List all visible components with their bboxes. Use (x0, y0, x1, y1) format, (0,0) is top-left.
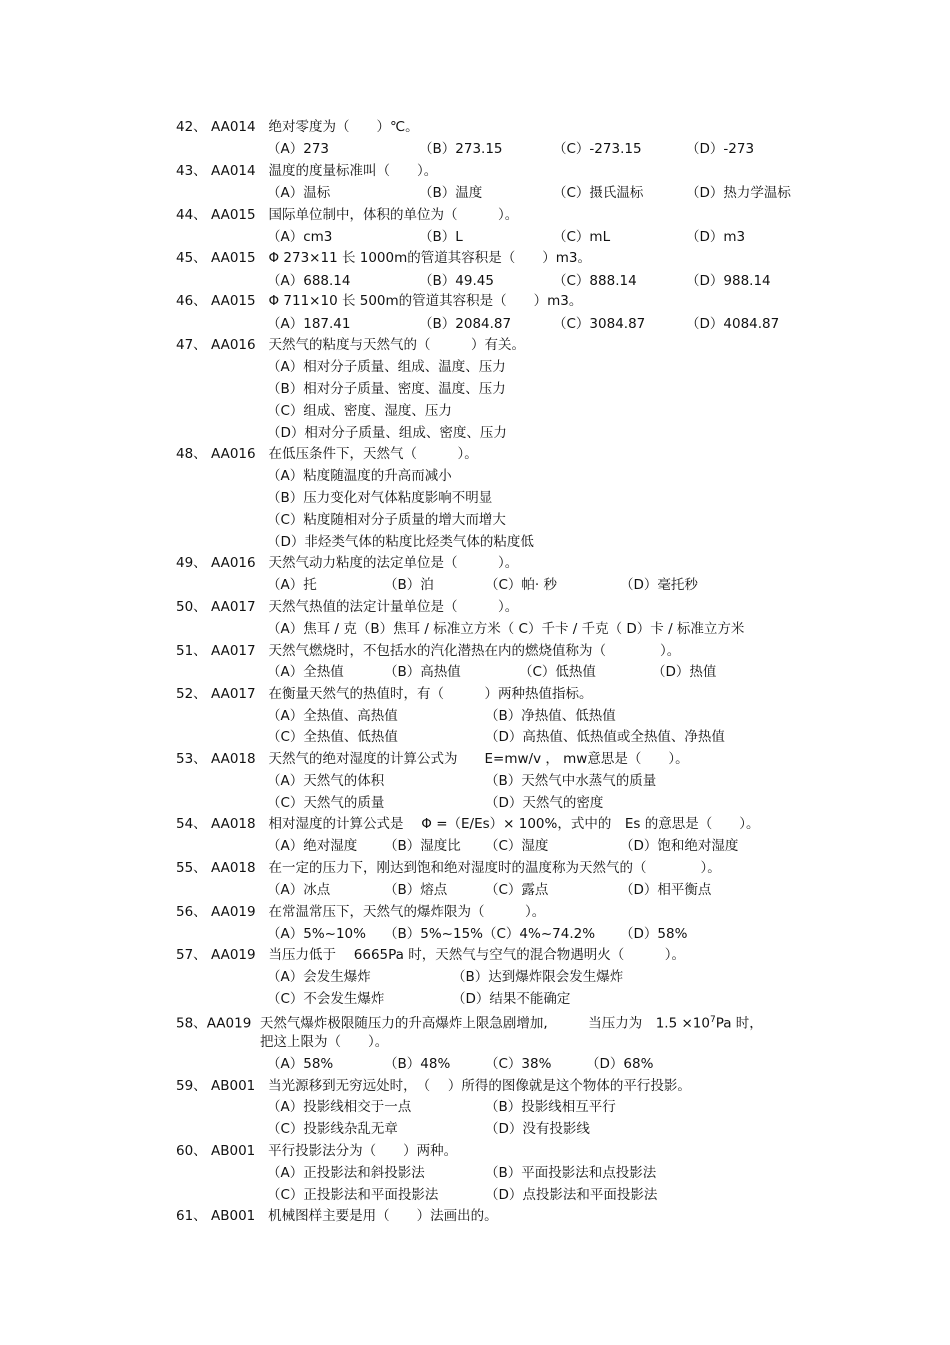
option-line: （A）焦耳 / 克（B）焦耳 / 标准立方米（ C）千卡 / 千克（ D）卡 / 标准立方米 (267, 621, 745, 637)
question-44 (176, 206, 518, 224)
option-b: （B）平面投影法和点投影法 (485, 1165, 657, 1181)
question-code: AA015 (210, 250, 256, 266)
option-c: （C）888.14 (553, 273, 637, 289)
question-code: AB001 (210, 1208, 256, 1224)
option-b-c: （B）5%~15%（C）4%~74.2% (384, 926, 596, 942)
option-d: （D）天然气的密度 (485, 795, 604, 811)
option-d: （D）毫托秒 (620, 577, 698, 593)
question-stem: Φ 273×11 长 1000m的管道其容积是（ ）m3。 (268, 250, 591, 266)
option-c: （C）全热值、低热值 (267, 729, 398, 745)
option-a: （A）688.14 (267, 273, 351, 289)
question-stem: 温度的度量标准叫（ ）。 (268, 163, 438, 179)
question-code: AA018 (210, 751, 256, 767)
question-code: AA016 (210, 337, 256, 353)
question-61 (176, 1207, 498, 1225)
option-d: （D）高热值、低热值或全热值、净热值 (485, 729, 725, 745)
question-stem: 天然气热值的法定计量单位是（ ）。 (268, 599, 519, 615)
option-d: （D）饱和绝对湿度 (620, 838, 739, 854)
question-stem: 绝对零度为（ ）℃。 (268, 119, 419, 135)
question-number: 44、 (176, 207, 207, 223)
option-d: （D）热值 (652, 664, 717, 680)
option-c: （C）摄氏温标 (553, 185, 644, 201)
question-number: 60、 (176, 1143, 207, 1159)
question-number: 46、 (176, 293, 207, 309)
question-52 (176, 685, 592, 703)
question-number: 52、 (176, 686, 207, 702)
option-c: （C）低热值 (519, 664, 596, 680)
option-b: （B）温度 (419, 185, 483, 201)
question-46 (176, 292, 582, 310)
option-a: （A）天然气的体积 (267, 773, 385, 789)
question-stem: 在一定的压力下，刚达到饱和绝对湿度时的温度称为天然气的（ ）。 (268, 860, 721, 876)
question-59 (176, 1077, 691, 1095)
option-a: （A）粘度随温度的升高而减小 (267, 468, 452, 484)
option-a: （A）cm3 (267, 229, 333, 245)
question-stem: 天然气动力粘度的法定单位是（ ）。 (268, 555, 519, 571)
option-d: （D）68% (586, 1056, 654, 1072)
option-d: （D）非烃类气体的粘度比烃类气体的粘度低 (267, 534, 534, 550)
question-number: 45、 (176, 250, 207, 266)
question-stem: 当光源移到无穷远处时， （ ）所得的图像就是这个物体的平行投影。 (268, 1078, 691, 1094)
option-d: （D）58% (620, 926, 688, 942)
option-c: （C）帕· 秒 (485, 577, 558, 593)
question-code: AB001 (210, 1143, 256, 1159)
option-d: （D）点投影法和平面投影法 (485, 1187, 658, 1203)
question-stem: Φ 711×10 长 500m的管道其容积是（ ）m3。 (268, 293, 583, 309)
exponent: 7 (709, 1015, 716, 1025)
question-number: 51、 (176, 643, 207, 659)
question-code: AA017 (210, 599, 256, 615)
question-48 (176, 445, 478, 463)
question-stem: 在衡量天然气的热值时，有（ ）两种热值指标。 (268, 686, 593, 702)
option-a: （A）187.41 (267, 316, 351, 332)
question-number: 50、 (176, 599, 207, 615)
option-c: （C）3084.87 (553, 316, 646, 332)
option-d: （D）-273 (686, 141, 755, 157)
question-stem: 在低压条件下，天然气（ ）。 (268, 446, 478, 462)
question-code: AA017 (210, 643, 256, 659)
option-b: （B）湿度比 (384, 838, 461, 854)
question-number: 42、 (176, 119, 207, 135)
question-45 (176, 249, 591, 267)
question-code: AA016 (210, 446, 256, 462)
option-c: （C）天然气的质量 (267, 795, 385, 811)
option-b: （B）相对分子质量、密度、温度、压力 (267, 381, 506, 397)
option-d: （D）m3 (686, 229, 746, 245)
question-49 (176, 554, 518, 572)
question-number: 59、 (176, 1078, 207, 1094)
question-stem: 在常温常压下，天然气的爆炸限为（ ）。 (268, 904, 546, 920)
question-number: 54、 (176, 816, 207, 832)
question-stem: 天然气爆炸极限随压力的升高爆炸上限急剧增加, 当压力为 1.5 ×10 (259, 1015, 710, 1032)
option-b: （B）压力变化对气体粘度影响不明显 (267, 490, 493, 506)
option-d: （D）988.14 (686, 273, 771, 289)
question-stem: 平行投影法分为（ ）两种。 (268, 1143, 458, 1159)
option-d: （D）没有投影线 (485, 1121, 590, 1137)
option-b: （B）天然气中水蒸气的质量 (485, 773, 657, 789)
question-51 (176, 642, 680, 660)
option-b: （B）泊 (384, 577, 434, 593)
option-a: （A）冰点 (267, 882, 331, 898)
option-c: （C）组成、密度、湿度、压力 (267, 403, 452, 419)
question-code: AA016 (210, 555, 256, 571)
question-number: 61、 (176, 1208, 207, 1224)
question-number: 55、 (176, 860, 207, 876)
option-a: （A）58% (267, 1056, 334, 1072)
option-c: （C）38% (485, 1056, 552, 1072)
option-d: （D）相对分子质量、组成、密度、压力 (267, 425, 507, 441)
question-code: AA019 (210, 947, 256, 963)
option-b: （B）2084.87 (419, 316, 512, 332)
question-stem: 天然气燃烧时，不包括水的汽化潜热在内的燃烧值称为（ ）。 (268, 643, 681, 659)
question-58 (176, 1011, 763, 1033)
question-56 (176, 903, 545, 921)
question-number: 48、 (176, 446, 207, 462)
option-c: （C）露点 (485, 882, 549, 898)
question-stem: 天然气的绝对湿度的计算公式为 E=mw/v ， mw意思是（ ）。 (268, 751, 689, 767)
question-42 (176, 118, 419, 136)
option-d: （D）相平衡点 (620, 882, 712, 898)
option-a: （A）273 (267, 141, 330, 157)
option-c: （C）mL (553, 229, 611, 245)
question-code: AA014 (210, 119, 256, 135)
option-c: （C）粘度随相对分子质量的增大而增大 (267, 512, 506, 528)
option-d: （D）结果不能确定 (452, 991, 571, 1007)
option-b: （B）高热值 (384, 664, 461, 680)
question-50 (176, 598, 518, 616)
option-c: （C）不会发生爆炸 (267, 991, 385, 1007)
option-a: （A）投影线相交于一点 (267, 1099, 412, 1115)
option-b: （B）49.45 (419, 273, 494, 289)
option-b: （B）达到爆炸限会发生爆炸 (452, 969, 624, 985)
option-a: （A）会发生爆炸 (267, 969, 371, 985)
option-c: （C）投影线杂乱无章 (267, 1121, 398, 1137)
option-b: （B）熔点 (384, 882, 448, 898)
question-55 (176, 859, 721, 877)
question-number: 56、 (176, 904, 207, 920)
option-a: （A）5%~10% (267, 926, 366, 942)
question-stem: 当压力低于 6665Pa 时，天然气与空气的混合物遇明火（ ）。 (268, 947, 685, 963)
option-d: （D）热力学温标 (686, 185, 791, 201)
option-b: （B）48% (384, 1056, 451, 1072)
question-47 (176, 336, 525, 354)
question-number: 49、 (176, 555, 207, 571)
option-b: （B）投影线相互平行 (485, 1099, 616, 1115)
question-stem: 相对湿度的计算公式是 Φ =（E/Es）× 100%，式中的 Es 的意思是（ ）。 (268, 816, 760, 832)
question-53 (176, 750, 689, 768)
option-a: （A）相对分子质量、组成、温度、压力 (267, 359, 506, 375)
option-a: （A）绝对湿度 (267, 838, 358, 854)
option-b: （B）L (419, 229, 463, 245)
question-54 (176, 815, 759, 833)
option-a: （A）全热值、高热值 (267, 708, 398, 724)
question-code: AA015 (210, 293, 256, 309)
option-c: （C）正投影法和平面投影法 (267, 1187, 439, 1203)
question-code: AA015 (210, 207, 256, 223)
question-number: 57、 (176, 947, 207, 963)
question-stem: 天然气的粘度与天然气的（ ）有关。 (268, 337, 525, 353)
question-number: 58、 (176, 1015, 207, 1032)
question-code: AA019 (206, 1015, 252, 1032)
question-43 (176, 162, 437, 180)
question-code: AA017 (210, 686, 256, 702)
question-number: 53、 (176, 751, 207, 767)
question-stem: 机械图样主要是用（ ）法画出的。 (268, 1208, 498, 1224)
option-a: （A）全热值 (267, 664, 344, 680)
question-number: 43、 (176, 163, 207, 179)
question-code: AA018 (210, 860, 256, 876)
option-a: （A）正投影法和斜投影法 (267, 1165, 425, 1181)
question-code: AA014 (210, 163, 256, 179)
option-c: （C）湿度 (485, 838, 549, 854)
question-code: AB001 (210, 1078, 256, 1094)
question-stem: 国际单位制中，体积的单位为（ ）。 (268, 207, 519, 223)
question-stem-tail: Pa 时， (715, 1015, 763, 1032)
option-c: （C）-273.15 (553, 141, 642, 157)
question-code: AA019 (210, 904, 256, 920)
option-a: （A）温标 (267, 185, 331, 201)
option-b: （B）273.15 (419, 141, 503, 157)
question-stem-line2: 把这上限为（ ）。 (260, 1034, 389, 1050)
option-d: （D）4084.87 (686, 316, 780, 332)
option-b: （B）净热值、低热值 (485, 708, 616, 724)
question-57 (176, 946, 685, 964)
question-code: AA018 (210, 816, 256, 832)
question-60 (176, 1142, 457, 1160)
option-a: （A）托 (267, 577, 317, 593)
question-number: 47、 (176, 337, 207, 353)
